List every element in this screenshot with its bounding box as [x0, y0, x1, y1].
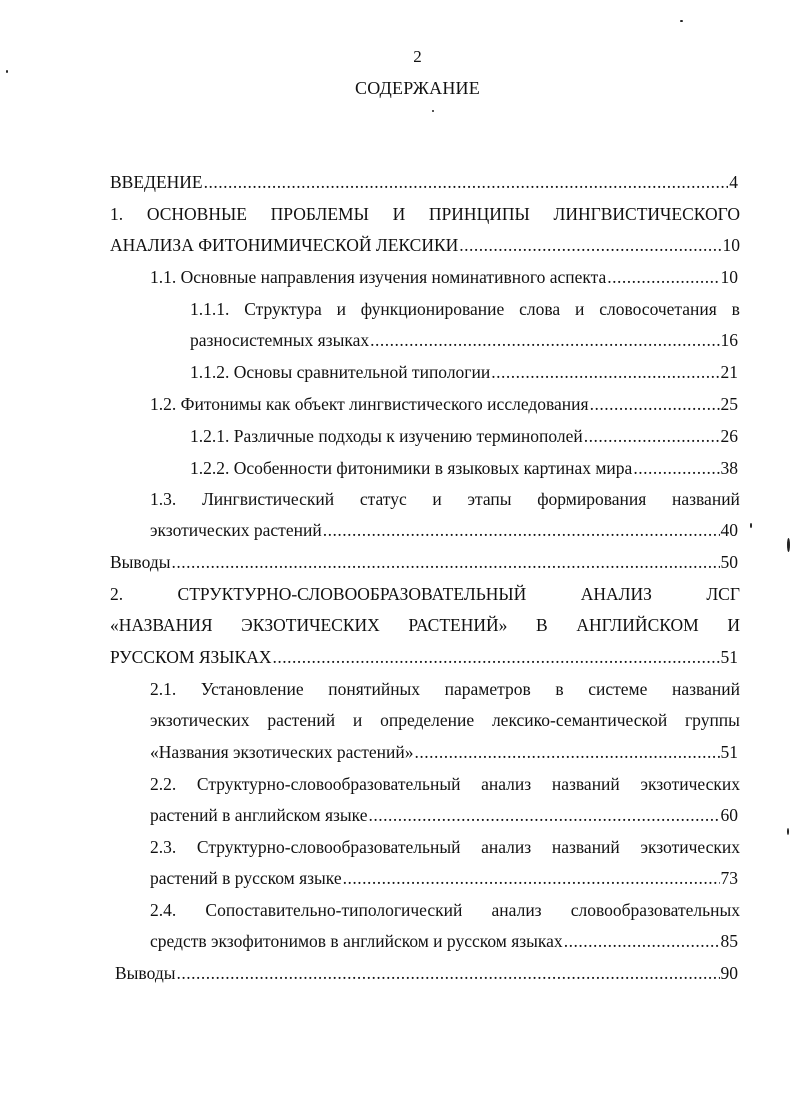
toc-entry-label: средств экзофитонимов в английском и русском языках [150, 931, 563, 951]
toc-leader-dots [323, 520, 720, 541]
word: 2.3. [150, 837, 177, 857]
word: 2.2. [150, 774, 177, 794]
toc-entry-page: 38 [720, 458, 738, 478]
word: ЛИНГВИСТИЧЕСКОГО [553, 204, 740, 224]
toc-entry-ch1-line1[interactable] [110, 204, 740, 225]
toc-leader-dots [607, 267, 719, 288]
word: названий [551, 837, 620, 857]
word: И [727, 615, 740, 635]
word: анализ [481, 774, 532, 794]
toc-entry-label: растений в русском языке [150, 868, 342, 888]
toc-entry-page: 85 [720, 931, 738, 951]
toc-entry-label: Выводы [115, 963, 176, 983]
toc-entry-page: 16 [720, 330, 738, 350]
toc-entry-label: «Названия экзотических растений» [150, 742, 414, 762]
scan-speck [680, 20, 683, 22]
word: и [352, 710, 363, 730]
word: 2. [110, 584, 124, 604]
word: СТРУКТУРНО-СЛОВООБРАЗОВАТЕЛЬНЫЙ [177, 584, 527, 604]
toc-entry-1-2[interactable] [150, 394, 738, 415]
toc-entry-1-2-2[interactable] [190, 458, 738, 479]
toc-entry-page: 4 [729, 172, 738, 192]
word: 1.3. [150, 489, 177, 509]
word: РАСТЕНИЙ» [408, 615, 508, 635]
toc-entry-2-4-line1[interactable] [150, 900, 740, 921]
toc-entry-2-1-line1[interactable] [150, 679, 740, 700]
toc-entry-label: 1.1.2. Основы сравнительной типологии [190, 362, 491, 382]
word: 1. [110, 204, 124, 224]
word: И [392, 204, 406, 224]
word: Сопоставительно-типологический [205, 900, 463, 920]
toc-entry-1-2-1[interactable] [190, 426, 738, 447]
toc-entry-2-1-line2[interactable] [150, 710, 740, 731]
toc-entry-label: Выводы [110, 552, 171, 572]
toc-leader-dots [414, 742, 719, 763]
toc-entry-page: 10 [720, 267, 738, 287]
toc-entry-1-3-line1[interactable] [150, 489, 740, 510]
toc-entry-ch2-line2[interactable] [110, 615, 740, 636]
word: 1.1.1. [190, 299, 230, 319]
word: этапы [467, 489, 512, 509]
word: понятийных [328, 679, 421, 699]
word: статус [359, 489, 407, 509]
toc-entry-page: 51 [720, 647, 738, 667]
word: определение [380, 710, 475, 730]
toc-leader-dots [369, 805, 720, 826]
word: ЛСГ [706, 584, 740, 604]
toc-entry-label: 1.2.1. Различные подходы к изучению терминополей [190, 426, 583, 446]
word: Лингвистический [201, 489, 335, 509]
word: анализ [481, 837, 532, 857]
word: группы [685, 710, 740, 730]
word: и [575, 299, 585, 319]
word: экзотических [640, 774, 740, 794]
toc-entry-label: ВВЕДЕНИЕ [110, 172, 203, 192]
word: ПРОБЛЕМЫ [270, 204, 369, 224]
toc-entry-2-2-line1[interactable] [150, 774, 740, 795]
toc-entry-page: 10 [722, 235, 740, 255]
toc-entry-label: растений в английском языке [150, 805, 368, 825]
word: экзотических [150, 710, 250, 730]
toc-entry-2-3-line1[interactable] [150, 837, 740, 858]
toc-entry-page: 26 [720, 426, 738, 446]
toc-entry-ch2-line3[interactable] [110, 647, 738, 668]
word: АНАЛИЗ [580, 584, 652, 604]
toc-entry-1-3-line2[interactable] [150, 520, 738, 541]
toc-leader-dots [584, 426, 720, 447]
toc-entry-conclusions-1[interactable] [110, 552, 738, 573]
word: в [731, 299, 740, 319]
toc-entry-ch1-line2[interactable] [110, 235, 740, 256]
toc-entry-label: экзотических растений [150, 520, 322, 540]
toc-leader-dots [564, 931, 720, 952]
word: растений [267, 710, 336, 730]
toc-leader-dots [590, 394, 720, 415]
word: 2.4. [150, 900, 177, 920]
toc-leader-dots [204, 172, 729, 193]
toc-leader-dots [343, 868, 720, 889]
toc-entry-page: 50 [720, 552, 738, 572]
word: «НАЗВАНИЯ [110, 615, 213, 635]
toc-leader-dots [273, 647, 720, 668]
word: слова [519, 299, 561, 319]
word: формирования [537, 489, 647, 509]
toc-entry-1-1-1-line1[interactable] [190, 299, 740, 320]
page-title: СОДЕРЖАНИЕ [355, 78, 480, 98]
toc-leader-dots [459, 235, 721, 256]
word: ЭКЗОТИЧЕСКИХ [241, 615, 380, 635]
toc-entry-page: 90 [720, 963, 738, 983]
word: Структура [244, 299, 322, 319]
word: экзотических [640, 837, 740, 857]
word: параметров [444, 679, 531, 699]
scan-speck [432, 110, 434, 112]
word: АНГЛИЙСКОМ [576, 615, 699, 635]
toc-entry-intro[interactable] [110, 172, 738, 193]
toc-entry-label: разносистемных языках [190, 330, 370, 350]
toc-leader-dots [176, 963, 719, 984]
page-number: 2 [413, 47, 422, 66]
word: системе [588, 679, 648, 699]
word: в [555, 679, 564, 699]
toc-leader-dots [370, 330, 719, 351]
scan-speck [787, 828, 789, 835]
word: Структурно-словообразовательный [196, 837, 461, 857]
toc-entry-page: 21 [720, 362, 738, 382]
toc-entry-1-1-2[interactable] [190, 362, 738, 383]
word: названий [551, 774, 620, 794]
toc-entry-page: 60 [720, 805, 738, 825]
word: Структурно-словообразовательный [196, 774, 461, 794]
toc-entry-label: 1.2.2. Особенности фитонимики в языковых картинах мира [190, 458, 633, 478]
word: В [536, 615, 548, 635]
toc-leader-dots [633, 458, 719, 479]
word: ОСНОВНЫЕ [146, 204, 247, 224]
word: и [336, 299, 346, 319]
word: функционирование [360, 299, 505, 319]
word: ПРИНЦИПЫ [428, 204, 530, 224]
toc-entry-label: 1.1. Основные направления изучения номинативного аспекта [150, 267, 607, 287]
word: словосочетания [599, 299, 717, 319]
toc-leader-dots [171, 552, 719, 573]
toc-entry-label: РУССКОМ ЯЗЫКАХ [110, 647, 272, 667]
toc-entry-2-4-line2[interactable] [150, 931, 738, 952]
word: анализ [491, 900, 542, 920]
word: Установление [200, 679, 304, 699]
toc-entry-page: 40 [720, 520, 738, 540]
word: 2.1. [150, 679, 177, 699]
toc-entry-2-2-line2[interactable] [150, 805, 738, 826]
scan-speck [787, 538, 790, 552]
toc-entry-label: АНАЛИЗА ФИТОНИМИЧЕСКОЙ ЛЕКСИКИ [110, 235, 459, 255]
toc-entry-page: 73 [720, 868, 738, 888]
toc-entry-page: 25 [720, 394, 738, 414]
toc-leader-dots [491, 362, 719, 383]
toc-entry-page: 51 [720, 742, 738, 762]
toc-entry-ch2-line1[interactable] [110, 584, 740, 605]
word: словообразовательных [570, 900, 740, 920]
scan-speck [6, 70, 8, 73]
word: лексико-семантической [491, 710, 668, 730]
toc-entry-2-3-line2[interactable] [150, 868, 738, 889]
toc-entry-conclusions-2[interactable] [115, 963, 738, 984]
toc-entry-1-1[interactable] [150, 267, 738, 288]
toc-entry-1-1-1-line2[interactable] [190, 330, 738, 351]
scan-speck [750, 523, 752, 528]
word: названий [672, 679, 740, 699]
word: и [432, 489, 442, 509]
word: названий [671, 489, 740, 509]
toc-entry-2-1-line3[interactable] [150, 742, 738, 763]
toc-entry-label: 1.2. Фитонимы как объект лингвистического исследования [150, 394, 589, 414]
